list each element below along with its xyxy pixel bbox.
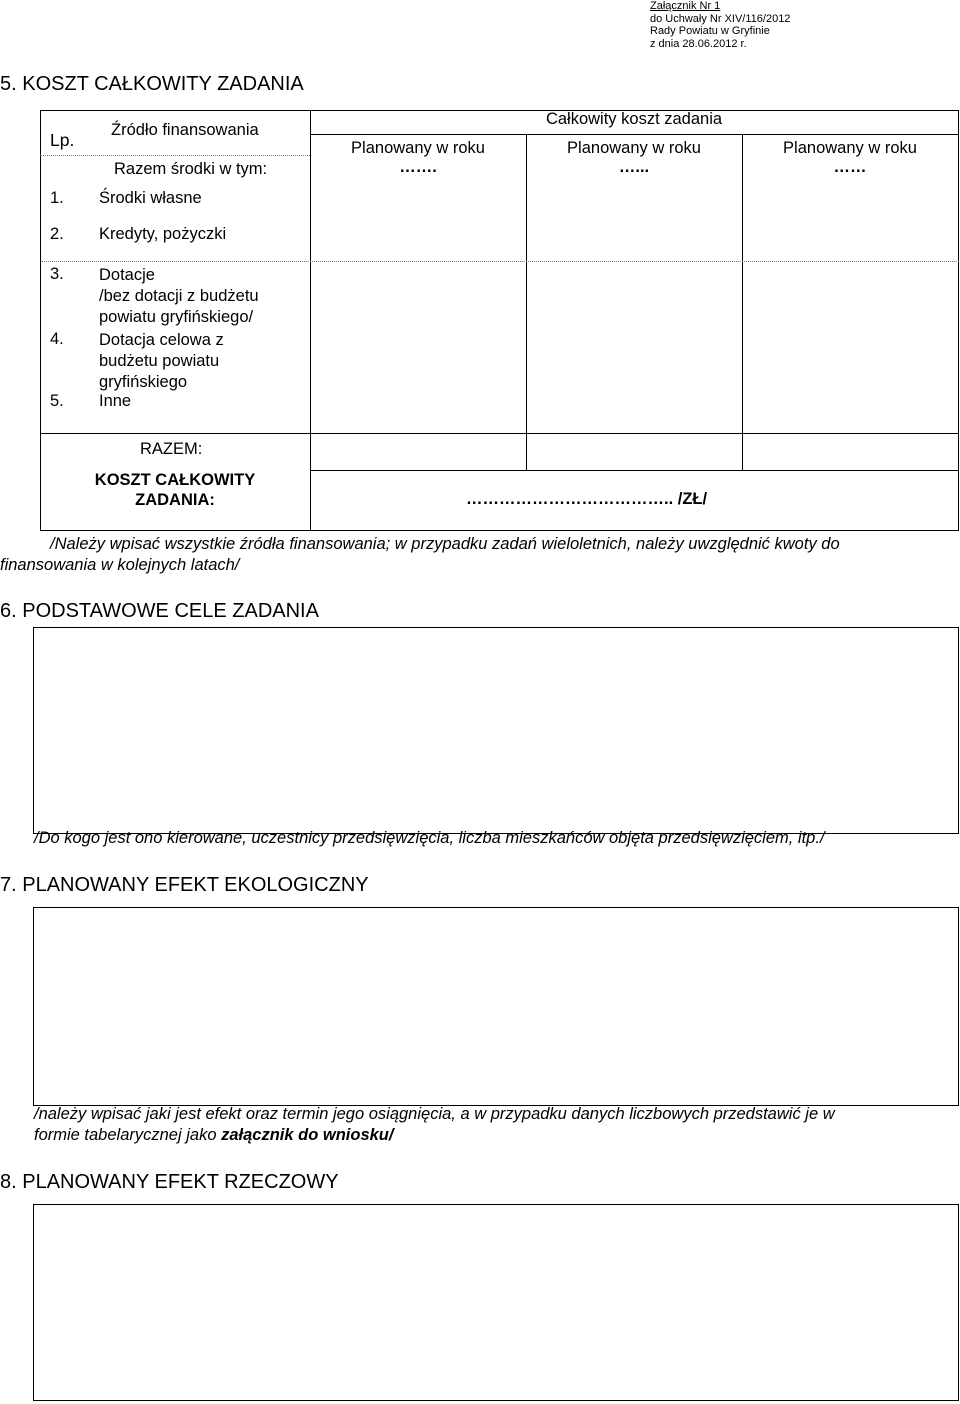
attachment-council: Rady Powiatu w Gryfinie — [650, 25, 770, 38]
attachment-resolution: do Uchwały Nr XIV/116/2012 — [650, 12, 791, 25]
attachment-date: z dnia 28.06.2012 r. — [650, 37, 747, 50]
attachment-number: Załącznik Nr 1 — [650, 0, 721, 12]
section5-heading: 5. KOSZT CAŁKOWITY ZADANIA — [0, 73, 304, 95]
section8-heading: 8. PLANOWANY EFEKT RZECZOWY — [0, 1171, 339, 1193]
section8-input-box[interactable] — [33, 1204, 959, 1401]
koszt-calkowity-label: KOSZT CAŁKOWITY ZADANIA: — [94, 471, 256, 509]
row-2-label: Kredyty, pożyczki — [99, 225, 227, 243]
section7-input-box[interactable] — [33, 907, 959, 1106]
col-total-header: Całkowity koszt zadania — [545, 110, 723, 128]
section6-heading: 6. PODSTAWOWE CELE ZADANIA — [0, 600, 319, 622]
attachment-reference: załącznik do wniosku/ — [221, 1126, 394, 1144]
row-5-label: Inne — [99, 392, 132, 410]
col-year2-header: Planowany w roku …... — [567, 139, 701, 176]
row-1-num: 1. — [50, 189, 64, 207]
col-year1-header: Planowany w roku ……. — [351, 139, 485, 176]
row-3-num: 3. — [50, 265, 64, 283]
section6-note: /Do kogo jest ono kierowane, uczestnicy przedsięwzięcia, liczba mieszkańców objęta przedsięwzięciem, itp./ — [34, 829, 825, 847]
section6-input-box[interactable] — [33, 627, 959, 834]
row-2-num: 2. — [50, 225, 64, 243]
section7-note: /należy wpisać jaki jest efekt oraz termin jego osiągnięcia, a w przypadku danych liczbowych przedstawić je w formie tabelarycznej jako załącznik do wniosku/ — [34, 1105, 835, 1144]
col-lp-header: Lp. — [50, 130, 75, 150]
row-4-label: Dotacja celowa z budżetu powiatu gryfińskiego — [99, 331, 224, 391]
row-5-num: 5. — [50, 392, 64, 410]
col-source-header: Źródło finansowania — [111, 121, 259, 139]
koszt-calkowity-value: ……………………………….. /ZŁ/ — [466, 490, 708, 508]
row-4-num: 4. — [50, 330, 64, 348]
attachment-info — [650, 0, 790, 50]
section7-heading: 7. PLANOWANY EFEKT EKOLOGICZNY — [0, 874, 369, 896]
razem-w-tym-label: Razem środki w tym: — [114, 160, 268, 178]
row-1-label: Środki własne — [99, 189, 202, 207]
row-3-label: Dotacje /bez dotacji z budżetu powiatu gryfińskiego/ — [99, 266, 259, 326]
section5-note: /Należy wpisać wszystkie źródła finansowania; w przypadku zadań wieloletnich, należy uwzględnić kwoty do finansowania w kolejnych latach/ — [0, 535, 840, 574]
col-year3-header: Planowany w roku …… — [783, 139, 917, 176]
razem-label: RAZEM: — [140, 440, 203, 458]
